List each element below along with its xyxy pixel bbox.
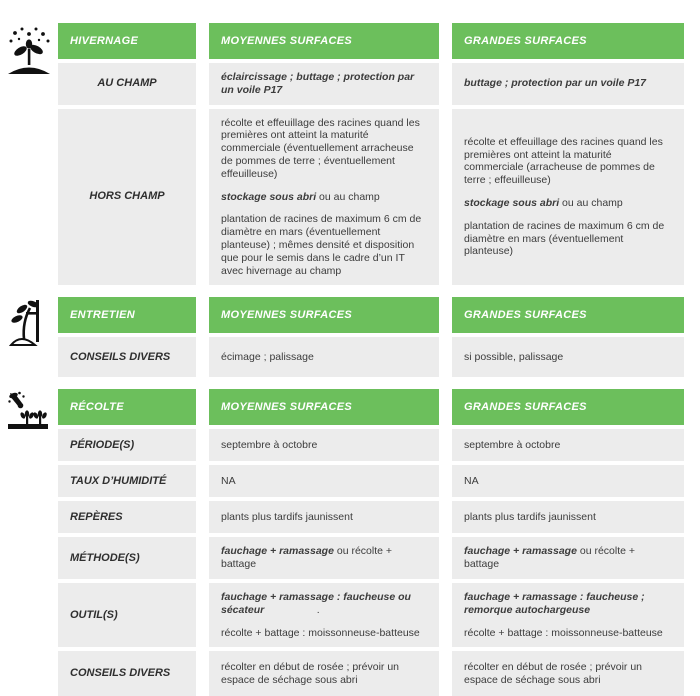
cell-recolte-taux-d-humidite-moyennes (209, 465, 439, 497)
text-segment: fauchage + ramassage : faucheuse ou sécateur (221, 590, 411, 616)
column-header-moyennes: MOYENNES SURFACES (209, 389, 439, 425)
text-segment: stockage sous abri (221, 190, 317, 203)
cell-entretien-conseils-divers-moyennes (209, 337, 439, 377)
text-segment: plants plus tardifs jaunissent (221, 510, 353, 523)
text-segment: plantation de racines de maximum 6 cm de diamètre en mars (éventuellement planteuse) ; mêmes densité et disposition que pour le semis dans le cadre d’un IT avec hivernage au champ (221, 213, 422, 277)
section-recolte (0, 389, 700, 696)
text-segment: ou au champ (559, 196, 623, 209)
icon-column-hivernage (0, 23, 58, 285)
cell-recolte-periode-s-grandes (452, 429, 684, 461)
text-segment: éclaircissage ; buttage ; protection par un voile P17 (221, 71, 415, 96)
row-label-methode-s: MÉTHODE(S) (58, 537, 196, 579)
paragraph (221, 475, 427, 488)
row-label-taux-d-humidite: TAUX D’HUMIDITÉ (58, 465, 196, 497)
text-segment: NA (221, 474, 236, 487)
paragraph (221, 591, 427, 617)
text-segment: récolter en début de rosée ; prévoir un espace de séchage sous abri (221, 661, 400, 686)
paragraph (464, 220, 672, 258)
text-segment: buttage ; protection par un voile P17 (464, 77, 647, 90)
table-entretien (58, 297, 684, 377)
cell-recolte-reperes-grandes (452, 501, 684, 533)
overwintering-seedling-icon (6, 25, 52, 75)
cell-recolte-outil-s-grandes (452, 583, 684, 647)
cell-recolte-methode-s-grandes (452, 537, 684, 579)
paragraph (221, 439, 427, 452)
text-segment: septembre à octobre (464, 438, 561, 451)
paragraph (221, 213, 427, 277)
text-segment: plantation de racines de maximum 6 cm de diamètre en mars (éventuellement planteuse) (464, 219, 665, 258)
text-segment: . (264, 603, 320, 616)
paragraph (221, 71, 427, 97)
paragraph (464, 511, 672, 524)
text-segment: récolte et effeuillage des racines quand les premières ont atteint la maturité commerciale (arracheuse de pommes de terre ; effeuilleuse) (464, 135, 663, 187)
text-segment: récolte + battage : moissonneuse-batteuse (464, 626, 663, 639)
paragraph (464, 545, 672, 571)
paragraph (221, 117, 427, 181)
harvest-hand-icon (7, 391, 51, 431)
text-segment: NA (464, 474, 479, 487)
cell-recolte-conseils-divers-grandes (452, 651, 684, 696)
paragraph (221, 545, 427, 571)
column-header-moyennes: MOYENNES SURFACES (209, 297, 439, 333)
cell-recolte-conseils-divers-moyennes (209, 651, 439, 696)
text-segment: écimage ; palissage (221, 350, 314, 363)
column-header-grandes: GRANDES SURFACES (452, 23, 684, 59)
paragraph (221, 511, 427, 524)
row-label-periode-s: PÉRIODE(S) (58, 429, 196, 461)
text-segment: ou récolte + battage (221, 545, 393, 571)
row-label-reperes: REPÈRES (58, 501, 196, 533)
paragraph (464, 439, 672, 452)
row-label-conseils-divers: CONSEILS DIVERS (58, 651, 196, 696)
paragraph (464, 197, 672, 210)
text-segment: fauchage + ramassage : faucheuse ; remorque autochargeuse (464, 590, 645, 616)
text-segment: stockage sous abri (464, 196, 560, 209)
paragraph (464, 591, 672, 617)
cell-recolte-reperes-moyennes (209, 501, 439, 533)
column-header-grandes: GRANDES SURFACES (452, 297, 684, 333)
cell-hivernage-au-champ-moyennes (209, 63, 439, 105)
paragraph (464, 351, 672, 364)
cell-entretien-conseils-divers-grandes (452, 337, 684, 377)
column-header-grandes: GRANDES SURFACES (452, 389, 684, 425)
text-segment: ou au champ (316, 190, 380, 203)
text-segment: plants plus tardifs jaunissent (464, 510, 596, 523)
cell-recolte-methode-s-moyennes (209, 537, 439, 579)
text-segment: fauchage + ramassage (464, 545, 577, 558)
column-header-moyennes: MOYENNES SURFACES (209, 23, 439, 59)
section-title-hivernage: HIVERNAGE (58, 23, 196, 59)
table-hivernage (58, 23, 684, 285)
text-segment: récolte + battage : moissonneuse-batteuse (221, 626, 420, 639)
staked-plant-icon (9, 299, 49, 347)
section-title-entretien: ENTRETIEN (58, 297, 196, 333)
row-label-conseils-divers: CONSEILS DIVERS (58, 337, 196, 377)
icon-column-recolte (0, 389, 58, 696)
text-segment: récolte et effeuillage des racines quand les premières ont atteint la maturité commerciale (éventuellement arracheuse de pommes de terre ; éventuellement effeuilleuse) (221, 116, 420, 180)
text-segment: ou récolte + battage (464, 545, 636, 571)
row-label-au-champ: AU CHAMP (58, 63, 196, 105)
table-recolte (58, 389, 684, 696)
cell-recolte-taux-d-humidite-grandes (452, 465, 684, 497)
section-title-recolte: RÉCOLTE (58, 389, 196, 425)
paragraph (464, 475, 672, 488)
text-segment: récolter en début de rosée ; prévoir un espace de séchage sous abri (464, 661, 643, 686)
paragraph (464, 136, 672, 187)
paragraph (221, 191, 427, 204)
cell-hivernage-hors-champ-moyennes (209, 109, 439, 286)
row-label-hors-champ: HORS CHAMP (58, 109, 196, 286)
cell-hivernage-hors-champ-grandes (452, 109, 684, 286)
section-entretien (0, 297, 700, 377)
text-segment: fauchage + ramassage (221, 545, 334, 558)
paragraph (221, 351, 427, 364)
cell-recolte-outil-s-moyennes (209, 583, 439, 647)
paragraph (464, 627, 672, 640)
text-segment: si possible, palissage (464, 350, 564, 363)
cell-hivernage-au-champ-grandes (452, 63, 684, 105)
cell-recolte-periode-s-moyennes (209, 429, 439, 461)
row-label-outil-s: OUTIL(S) (58, 583, 196, 647)
text-segment: septembre à octobre (221, 438, 318, 451)
sections-container (0, 23, 700, 696)
icon-column-entretien (0, 297, 58, 377)
paragraph (464, 77, 672, 90)
section-hivernage (0, 23, 700, 285)
paragraph (221, 627, 427, 640)
